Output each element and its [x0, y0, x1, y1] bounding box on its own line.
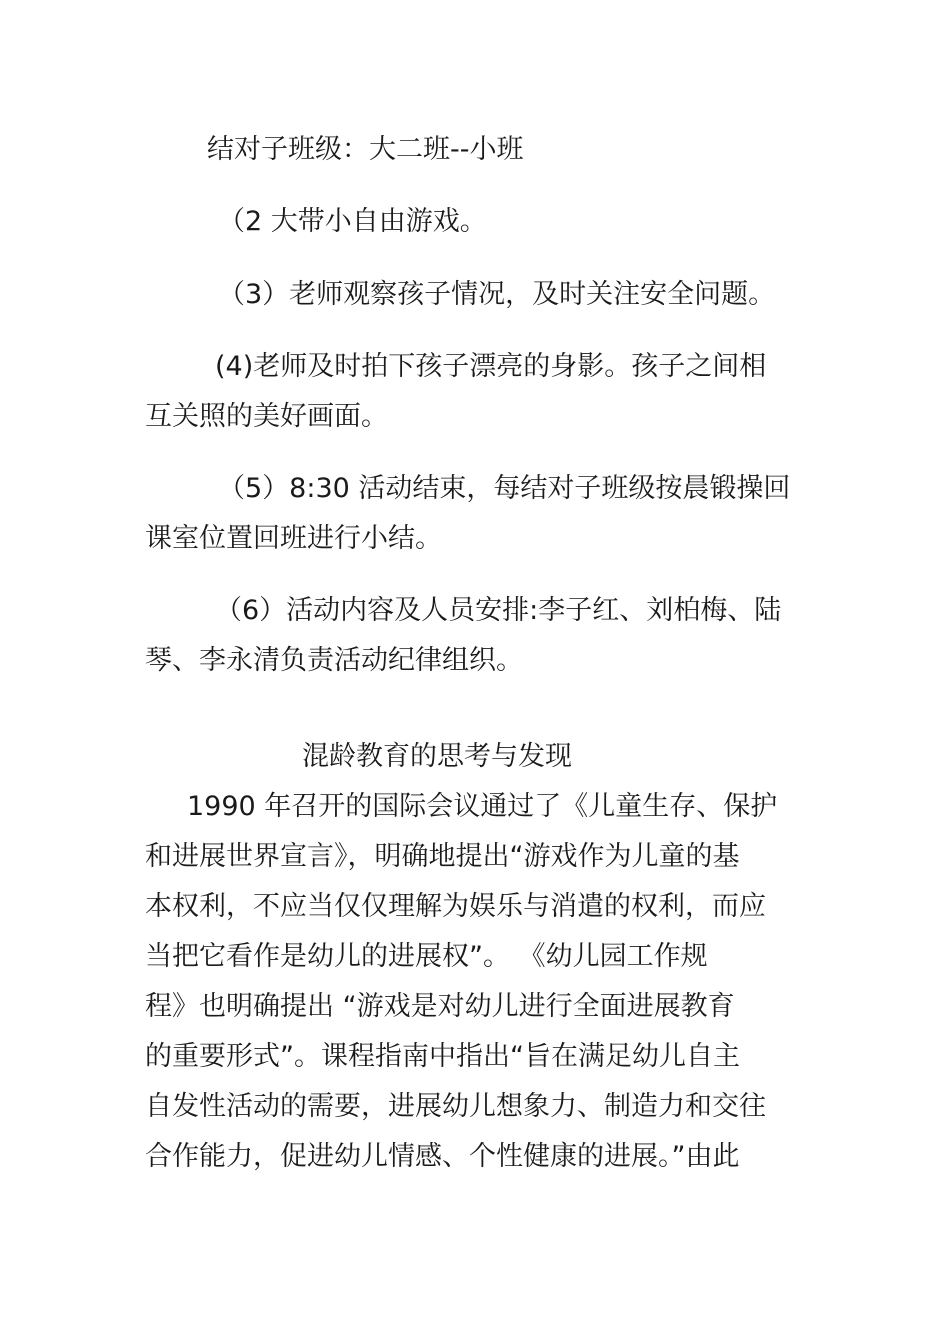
list-item-2: （2 大带小自由游戏。 [218, 206, 487, 237]
article-line: 自发性活动的需要，进展幼儿想象力、制造力和交往 [145, 1091, 766, 1122]
article-line: 1990 年召开的国际会议通过了《儿童生存、保护 [187, 791, 778, 822]
list-item-4-line-2: 互关照的美好画面。 [145, 401, 388, 432]
list-item-3: （3）老师观察孩子情况，及时关注安全问题。 [218, 279, 776, 310]
list-item-5-line-2: 课室位置回班进行小结。 [145, 523, 442, 554]
article-line: 程》也明确提出 “游戏是对幼儿进行全面进展教育 [145, 991, 735, 1022]
article-line: 合作能力，促进幼儿情感、个性健康的进展。”由此 [145, 1141, 740, 1172]
list-item-6-line-1: （6）活动内容及人员安排:李子红、刘柏梅、陆 [215, 595, 782, 626]
article-line: 的重要形式”。课程指南中指出“旨在满足幼儿自主 [145, 1041, 740, 1072]
article-title: 混龄教育的思考与发现 [302, 741, 572, 772]
article-line: 当把它看作是幼儿的进展权”。 《幼儿园工作规 [145, 941, 708, 972]
article-line: 本权利，不应当仅仅理解为娱乐与消遣的权利，而应 [145, 891, 766, 922]
article-line: 和进展世界宣言》，明确地提出“游戏作为儿童的基 [145, 841, 740, 872]
list-item-6-line-2: 琴、李永清负责活动纪律组织。 [145, 645, 523, 676]
pairing-line: 结对子班级：大二班--小班 [207, 134, 524, 165]
list-item-5-line-1: （5）8:30 活动结束，每结对子班级按晨锻操回 [218, 473, 791, 504]
list-item-4-line-1: (4)老师及时拍下孩子漂亮的身影。孩子之间相 [215, 351, 767, 382]
